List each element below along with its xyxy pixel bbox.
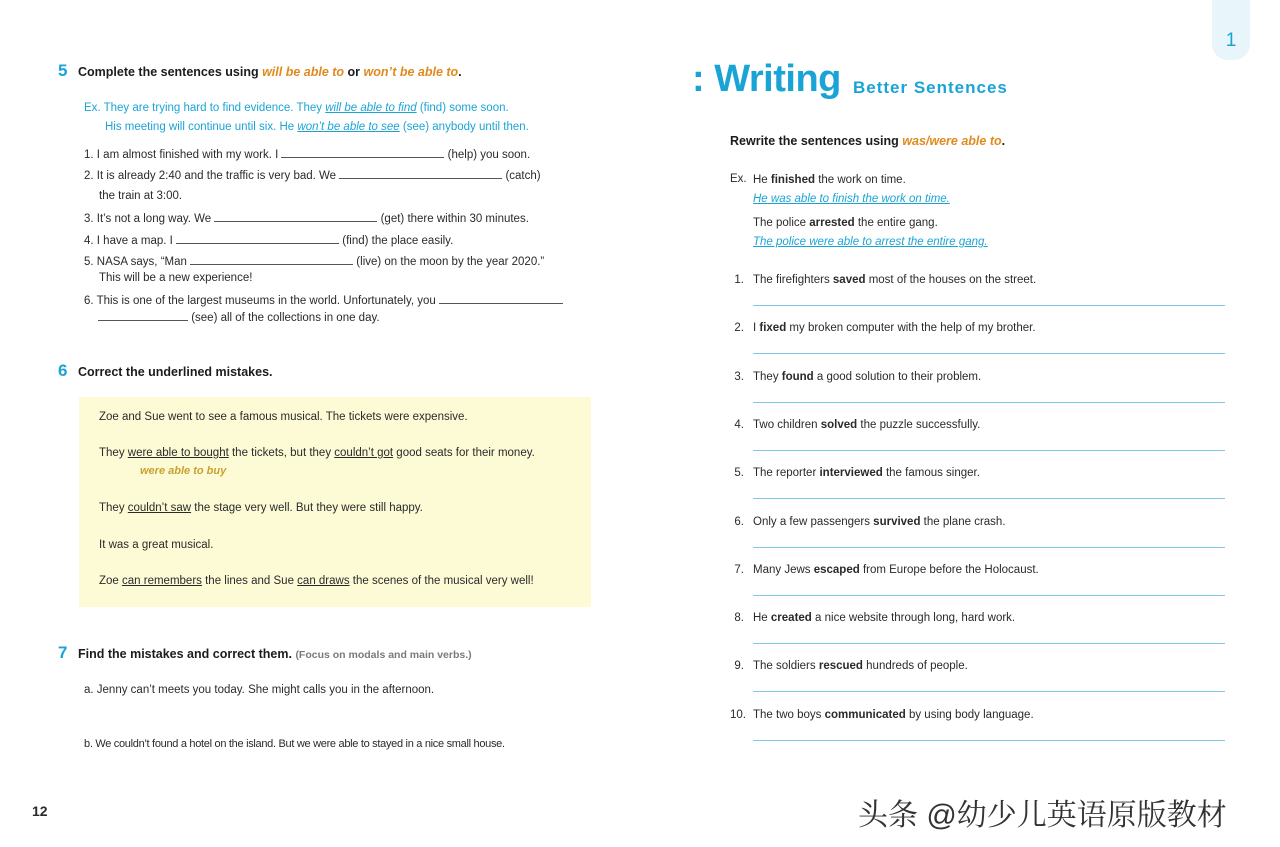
rewrite-item-sentence	[753, 419, 980, 431]
instruction-heading	[730, 134, 1005, 148]
story-text: good seats for their money.	[393, 447, 535, 459]
sentence-text: most of the houses on the street.	[865, 274, 1037, 286]
exercise-5-item-1	[84, 148, 530, 162]
story-text: the stage very well. But they were still happy.	[191, 502, 423, 514]
sentence-text: He	[753, 612, 771, 624]
rewrite-item-sentence	[753, 564, 1039, 576]
sentence-verb: rescued	[818, 660, 863, 672]
rewrite-item-sentence	[753, 516, 1006, 528]
heading-text: Rewrite the sentences using	[730, 134, 903, 148]
example-text: Ex. They are trying hard to find evidence. They	[84, 102, 326, 114]
sentence-text: the puzzle successfully.	[857, 419, 981, 431]
sentence-text: a nice website through long, hard work.	[811, 612, 1016, 624]
answer-line[interactable]	[753, 402, 1225, 403]
heading-text: .	[1001, 134, 1006, 148]
sentence-verb: survived	[873, 516, 921, 528]
item-text: 1. I am almost finished with my work. I	[84, 149, 282, 161]
example-line-2	[105, 121, 529, 133]
section-7-heading	[78, 647, 472, 661]
answer-line[interactable]	[753, 595, 1225, 596]
sentence-text: the plane crash.	[920, 516, 1006, 528]
sentence-verb: escaped	[813, 564, 860, 576]
sentence-text: Two children	[753, 419, 821, 431]
heading-text: or	[344, 65, 364, 79]
rewrite-item-number: 4.	[734, 419, 744, 431]
item-text: (find) the place easily.	[339, 235, 454, 247]
section-5-heading	[78, 65, 462, 79]
sentence-text: the entire gang.	[854, 217, 938, 229]
sentence-text: a good solution to their problem.	[813, 371, 982, 383]
underlined-mistake: were able to bought	[127, 447, 229, 459]
sentence-text: The firefighters	[753, 274, 833, 286]
answer-blank[interactable]	[439, 294, 563, 304]
answer-blank[interactable]	[214, 212, 377, 222]
sentence-text: hundreds of people.	[862, 660, 968, 672]
exercise-5-item-3	[84, 212, 529, 226]
rewrite-item-sentence	[753, 709, 1034, 721]
item-text: (get) there within 30 minutes.	[377, 213, 529, 225]
rewrite-item-sentence	[753, 612, 1015, 624]
item-text: (help) you soon.	[444, 149, 531, 161]
sentence-text: The soldiers	[753, 660, 819, 672]
rewrite-item-sentence	[753, 660, 968, 672]
rewrite-item-number: 10.	[730, 709, 746, 721]
answer-line[interactable]	[753, 740, 1225, 741]
example-label: Ex.	[730, 173, 747, 185]
rewrite-item-sentence	[753, 274, 1036, 286]
example-answer: will be able to find	[325, 102, 417, 114]
sentence-verb: interviewed	[819, 467, 883, 479]
story-line-4: It was a great musical.	[99, 539, 214, 551]
sentence-verb: finished	[770, 174, 815, 186]
sentence-text: They	[753, 371, 782, 383]
sentence-text: the work on time.	[815, 174, 906, 186]
item-text: 6. This is one of the largest museums in the world. Unfortunately, you	[84, 295, 439, 307]
heading-text: Complete the sentences using	[78, 65, 263, 79]
sentence-text: Many Jews	[753, 564, 814, 576]
story-line-2	[99, 447, 535, 459]
item-text: 5. NASA says, “Man	[84, 256, 191, 268]
page-number: 12	[32, 803, 48, 819]
rewrite-item-number: 9.	[734, 660, 744, 672]
sentence-text: The police	[753, 217, 810, 229]
exercise-5-item-6	[84, 294, 563, 308]
exercise-5-item-6-cont	[98, 311, 380, 325]
watermark: 头条 @幼少儿英语原版教材	[858, 799, 1227, 832]
item-text: (catch)	[502, 170, 541, 182]
answer-line[interactable]	[753, 305, 1225, 306]
section-6-number: 6	[58, 361, 68, 380]
underlined-mistake: can remembers	[122, 575, 202, 587]
section-title: : Writing	[692, 58, 841, 100]
sentence-text: my broken computer with the help of my brother.	[786, 322, 1036, 334]
item-text: (see) all of the collections in one day.	[188, 312, 380, 324]
sentence-text: Only a few passengers	[753, 516, 874, 528]
section-subtitle: Better Sentences	[853, 78, 1008, 97]
answer-line[interactable]	[753, 691, 1225, 692]
story-text: the tickets, but they	[228, 447, 335, 459]
sentence-verb: communicated	[824, 709, 906, 721]
rewrite-item-number: 7.	[734, 564, 744, 576]
sentence-verb: arrested	[809, 217, 855, 229]
rewrite-item-number: 2.	[734, 322, 744, 334]
sentence-verb: solved	[820, 419, 858, 431]
sentence-verb: created	[770, 612, 812, 624]
answer-blank[interactable]	[281, 148, 444, 158]
sentence-text: I	[753, 322, 760, 334]
sentence-text: from Europe before the Holocaust.	[859, 564, 1039, 576]
heading-text: Find the mistakes and correct them.	[78, 647, 292, 661]
story-text: the lines and Sue	[201, 575, 298, 587]
sentence-text: The reporter	[753, 467, 820, 479]
item-text: 3. It’s not a long way. We	[84, 213, 215, 225]
exercise-5-item-2-cont: the train at 3:00.	[99, 190, 183, 202]
sentence-text: by using body language.	[905, 709, 1034, 721]
answer-line[interactable]	[753, 450, 1225, 451]
sentence-text: The two boys	[753, 709, 825, 721]
example-1-sentence	[753, 174, 906, 186]
example-2-answer: The police were able to arrest the entire gang.	[753, 236, 988, 248]
answer-line[interactable]	[753, 353, 1225, 354]
example-answer: won’t be able to see	[297, 121, 400, 133]
answer-blank[interactable]	[176, 234, 339, 244]
sentence-verb: fixed	[759, 322, 787, 334]
rewrite-item-sentence	[753, 467, 980, 479]
item-text: (live) on the moon by the year 2020.”	[353, 256, 545, 268]
answer-line[interactable]	[753, 643, 1225, 644]
section-5-number: 5	[58, 61, 68, 80]
underlined-mistake: couldn’t got	[334, 447, 394, 459]
section-7-number: 7	[58, 643, 68, 662]
example-line-1	[84, 102, 509, 114]
sentence-text: He	[753, 174, 771, 186]
heading-text: .	[458, 65, 462, 79]
heading-phrase-2: won’t be able to	[363, 65, 459, 79]
answer-blank[interactable]	[98, 311, 188, 321]
unit-tab	[1212, 0, 1250, 60]
rewrite-item-number: 8.	[734, 612, 744, 624]
exercise-7-item-a: a. Jenny can’t meets you today. She might calls you in the afternoon.	[84, 684, 435, 696]
exercise-5-item-2	[84, 169, 541, 183]
rewrite-item-sentence	[753, 371, 981, 383]
story-line-5	[99, 575, 534, 587]
item-text: 2. It is already 2:40 and the traffic is very bad. We	[84, 170, 340, 182]
unit-number: 1	[1225, 30, 1237, 51]
story-text: They	[99, 502, 128, 514]
rewrite-item-number: 1.	[734, 274, 744, 286]
example-1-answer: He was able to finish the work on time.	[753, 193, 950, 205]
rewrite-item-number: 6.	[734, 516, 744, 528]
example-text: (find) some soon.	[416, 102, 509, 114]
answer-blank[interactable]	[190, 255, 353, 265]
rewrite-item-number: 3.	[734, 371, 744, 383]
underlined-mistake: couldn’t saw	[127, 502, 192, 514]
correction-answer: were able to buy	[140, 465, 227, 477]
exercise-5-item-5	[84, 255, 544, 269]
answer-blank[interactable]	[339, 169, 502, 179]
story-line-1: Zoe and Sue went to see a famous musical. The tickets were expensive.	[99, 411, 468, 423]
example-2-sentence	[753, 217, 938, 229]
sentence-verb: found	[781, 371, 814, 383]
exercise-5-item-4	[84, 234, 453, 248]
example-text: (see) anybody until then.	[399, 121, 529, 133]
underlined-mistake: can draws	[297, 575, 350, 587]
story-text: the scenes of the musical very well!	[349, 575, 534, 587]
rewrite-item-sentence	[753, 322, 1036, 334]
story-text: Zoe	[99, 575, 123, 587]
answer-line[interactable]	[753, 498, 1225, 499]
story-text: They	[99, 447, 128, 459]
section-6-heading: Correct the underlined mistakes.	[78, 365, 273, 379]
story-line-3	[99, 502, 423, 514]
rewrite-item-number: 5.	[734, 467, 744, 479]
item-text: 4. I have a map. I	[84, 235, 177, 247]
heading-note: (Focus on modals and main verbs.)	[295, 649, 472, 661]
example-text: His meeting will continue until six. He	[105, 121, 298, 133]
heading-phrase: was/were able to	[902, 134, 1002, 148]
exercise-7-item-b: b. We couldn’t found a hotel on the island. But we were able to stayed in a nice small house.	[84, 738, 505, 750]
exercise-5-item-5-cont: This will be a new experience!	[99, 272, 253, 284]
answer-line[interactable]	[753, 547, 1225, 548]
sentence-text: the famous singer.	[882, 467, 980, 479]
heading-phrase-1: will be able to	[262, 65, 345, 79]
sentence-verb: saved	[832, 274, 866, 286]
